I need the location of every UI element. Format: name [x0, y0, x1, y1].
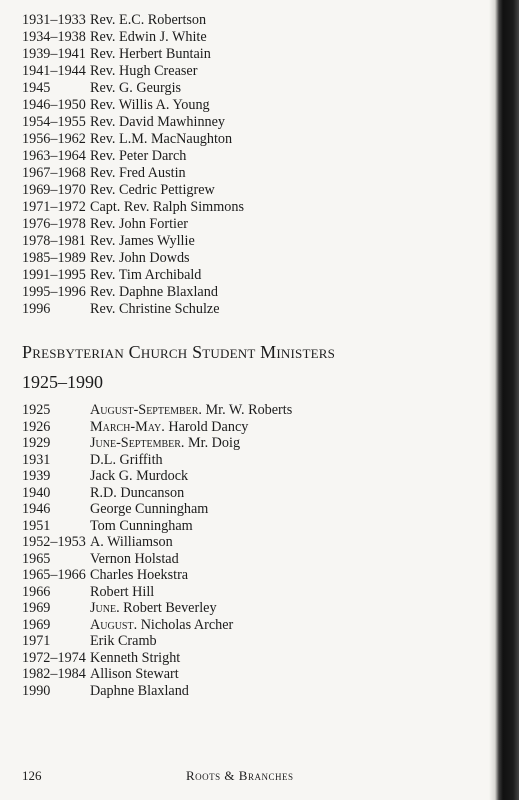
list-item [22, 402, 292, 419]
list-item-name: Rev. Willis A. Young [90, 97, 210, 113]
list-item-name: George Cunningham [90, 501, 209, 517]
book-spine-shadow [489, 0, 519, 800]
list-item [22, 284, 218, 301]
list-item-years: 1976–1978 [22, 216, 86, 232]
list-item [22, 114, 225, 131]
list-item [22, 666, 179, 683]
list-item-years: 1969 [22, 616, 51, 633]
list-item-years: 1946 [22, 501, 51, 517]
list-item-name: Rev. David Mawhinney [90, 114, 226, 130]
list-item [22, 468, 188, 485]
list-item-years: 1956–1962 [22, 131, 86, 147]
list-item-years: 1969–1970 [22, 182, 86, 198]
list-item [22, 683, 189, 700]
list-item-months: June-September. [90, 435, 185, 451]
list-item [22, 80, 181, 97]
list-item-years: 1925 [22, 402, 51, 418]
list-item-name: Rev. James Wyllie [90, 233, 195, 249]
list-item-years: 1951 [22, 517, 51, 534]
list-item-name: Rev. John Dowds [90, 250, 190, 266]
list-item [22, 534, 173, 551]
list-item-name: Rev. Tim Archibald [90, 267, 202, 283]
list-item-years: 1931–1933 [22, 12, 86, 28]
list-item-name: Rev. Daphne Blaxland [90, 284, 218, 300]
list-item [22, 567, 188, 584]
list-item-name: Rev. John Fortier [90, 216, 188, 232]
list-item [22, 435, 240, 452]
list-item [22, 452, 163, 469]
list-item [22, 485, 184, 502]
list-item-name: Rev. Christine Schulze [90, 301, 220, 317]
list-item-name: Jack G. Murdock [90, 468, 189, 484]
list-item-years: 1941–1944 [22, 63, 86, 79]
list-item-years: 1934–1938 [22, 29, 86, 45]
list-item-years: 1982–1984 [22, 666, 86, 682]
list-item [22, 182, 215, 199]
list-item-years: 1972–1974 [22, 649, 86, 666]
list-item-years: 1946–1950 [22, 97, 86, 113]
list-item-name: Rev. E.C. Robertson [90, 12, 207, 28]
list-item [22, 551, 179, 568]
list-item-years: 1965 [22, 550, 51, 567]
list-item [22, 419, 248, 436]
list-item-months: August. [90, 616, 138, 633]
list-item-years: 1939 [22, 468, 51, 484]
list-item-years: 1940 [22, 484, 51, 501]
list-item-name: Kenneth Stright [90, 649, 181, 666]
list-item-name: Rev. L.M. MacNaughton [90, 131, 233, 147]
page-number: 126 [22, 768, 42, 783]
list-item [22, 518, 193, 535]
list-item [22, 97, 210, 114]
list-item-months: March-May. [90, 418, 165, 435]
list-item [22, 216, 188, 233]
list-item-years: 1931 [22, 451, 51, 468]
list-item-years: 1990 [22, 682, 51, 699]
list-item [22, 148, 186, 165]
list-item [22, 199, 244, 216]
list-item-years: 1967–1968 [22, 165, 86, 181]
list-item-name: Rev. G. Geurgis [90, 80, 182, 96]
list-item-years: 1926 [22, 418, 51, 435]
list-item [22, 250, 190, 267]
list-item-name: Allison Stewart [90, 666, 179, 682]
list-item-name: Rev. Peter Darch [90, 148, 187, 164]
list-item-years: 1952–1953 [22, 534, 86, 550]
list-item [22, 617, 233, 634]
list-item [22, 584, 154, 601]
list-item-name: A. Williamson [90, 534, 173, 550]
list-item [22, 63, 197, 80]
list-item-name: Harold Dancy [168, 418, 249, 435]
list-item-name: Nicholas Archer [140, 616, 234, 633]
list-item [22, 165, 186, 182]
list-item-years: 1991–1995 [22, 267, 86, 283]
list-item [22, 501, 208, 518]
list-item-name: Vernon Holstad [90, 550, 179, 567]
list-item-name: Capt. Rev. Ralph Simmons [90, 199, 244, 215]
list-item-name: Robert Hill [90, 583, 155, 600]
list-item-years: 1971–1972 [22, 199, 86, 215]
list-item [22, 29, 207, 46]
list-item-years: 1971 [22, 633, 51, 649]
list-item-name: Robert Beverley [123, 600, 217, 616]
list-item [22, 46, 211, 63]
list-item-years: 1929 [22, 435, 51, 451]
list-item-name: Rev. Herbert Buntain [90, 46, 211, 62]
list-item-name: Rev. Hugh Creaser [90, 63, 198, 79]
list-item-years: 1978–1981 [22, 233, 86, 249]
list-item [22, 233, 195, 250]
list-item [22, 633, 157, 650]
list-item [22, 267, 201, 284]
list-item-years: 1963–1964 [22, 148, 86, 164]
list-item-months: June. [90, 600, 120, 616]
list-item-months: August-September. [90, 402, 202, 418]
list-item-name: Rev. Edwin J. White [90, 29, 207, 45]
list-item [22, 131, 232, 148]
list-item-name: Charles Hoekstra [90, 567, 189, 583]
list-item-name: Mr. W. Roberts [205, 402, 293, 418]
list-item [22, 600, 217, 617]
list-item-name: D.L. Griffith [90, 451, 163, 468]
list-item-name: Rev. Cedric Pettigrew [90, 182, 215, 198]
list-item-name: Mr. Doig [188, 435, 241, 451]
list-item-years: 1939–1941 [22, 46, 86, 62]
list-item-years: 1985–1989 [22, 250, 86, 266]
list-item-years: 1954–1955 [22, 114, 86, 130]
list-item-years: 1969 [22, 600, 51, 616]
list-item-name: Tom Cunningham [90, 517, 193, 534]
list-item [22, 650, 180, 667]
list-item-years: 1965–1966 [22, 567, 86, 583]
list-item-years: 1996 [22, 301, 51, 317]
list-item [22, 12, 206, 29]
list-item-name: R.D. Duncanson [90, 484, 185, 501]
section-years: 1925–1990 [22, 372, 103, 392]
running-footer-title: Roots & Branches [186, 768, 294, 783]
section-title: Presbyterian Church Student Ministers [22, 342, 336, 362]
list-item-name: Erik Cramb [90, 633, 157, 649]
list-item-years: 1966 [22, 583, 51, 600]
list-item-name: Daphne Blaxland [90, 682, 189, 699]
list-item-years: 1995–1996 [22, 284, 86, 300]
list-item-name: Rev. Fred Austin [90, 165, 186, 181]
list-item-years: 1945 [22, 80, 51, 96]
list-item [22, 301, 220, 318]
